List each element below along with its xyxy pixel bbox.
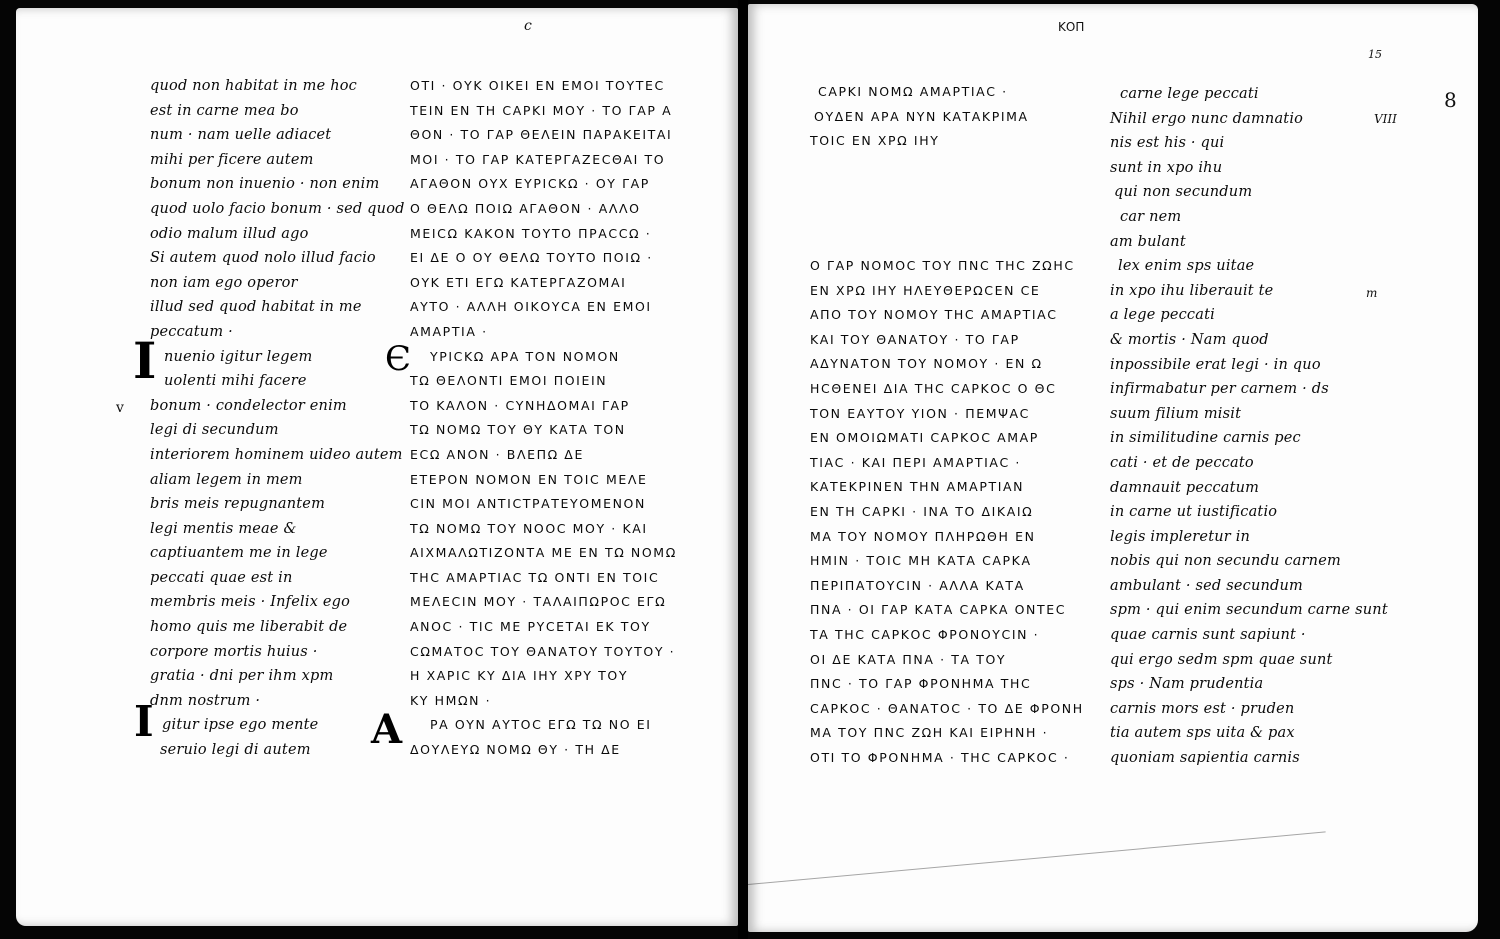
greek-text-line: ΜΕΙCΩ ΚΑΚΟΝ ΤΟΥΤΟ ΠΡΑCCΩ ·: [410, 225, 652, 241]
left-greek-column: [410, 74, 720, 763]
greek-text-line: ΑΔΥΝΑΤΟΝ ΤΟΥ ΝΟΜΟΥ · ΕΝ Ω: [810, 356, 1043, 372]
latin-text-line: suum filium misit: [1110, 405, 1242, 422]
greek-text-line: ΟΙ ΔΕ ΚΑΤΑ ΠΝΑ · ΤΑ ΤΟΥ: [810, 651, 1007, 667]
latin-text-line: nobis qui non secundu carnem: [1110, 553, 1341, 570]
greek-text-line: ΠΕΡΙΠΑΤΟΥCΙΝ · ΑΛΛΑ ΚΑΤΑ: [810, 577, 1025, 593]
latin-text-line: am bulant: [1110, 233, 1186, 250]
latin-text-line: nis est his · qui: [1110, 135, 1225, 152]
left-page: [16, 8, 738, 926]
greek-text-line: ΑΙΧΜΑΛΩΤΙΖΟΝΤΑ ΜΕ ΕΝ ΤΩ ΝΟΜΩ: [410, 545, 677, 561]
latin-text-line: inpossibile erat legi · in quo: [1110, 356, 1321, 373]
latin-text-line: sunt in xpo ihu: [1110, 159, 1223, 176]
greek-text-line: ΜΟΙ · ΤΟ ΓΑΡ ΚΑΤΕΡΓΑΖΕCΘΑΙ ΤΟ: [410, 151, 666, 167]
greek-text-line: ΤΙΑC · ΚΑΙ ΠΕΡΙ ΑΜΑΡΤΙΑC ·: [810, 454, 1021, 470]
latin-text-line: bonum non inuenio · non enim: [150, 176, 380, 193]
greek-text-line: ΤΟ ΚΑΛΟΝ · CΥΝΗΔΟΜΑΙ ΓΑΡ: [410, 397, 630, 413]
greek-text-line: ΜΕΛΕCΙΝ ΜΟΥ · ΤΑΛΑΙΠΩΡΟC ΕΓΩ: [410, 594, 667, 610]
latin-text-line: & mortis · Nam quod: [1110, 331, 1269, 348]
latin-text-line: infirmabatur per carnem · ds: [1110, 381, 1329, 398]
latin-text-line: carne lege peccati: [1120, 86, 1259, 102]
latin-text-line: uolenti mihi facere: [164, 373, 307, 390]
latin-text-line: gratia · dni per ihm xpm: [150, 668, 334, 685]
greek-text-line: ΑΜΑΡΤΙΑ ·: [410, 323, 488, 339]
greek-text-line: CΙΝ ΜΟΙ ΑΝΤΙCΤΡΑΤΕΥΟΜΕΝΟΝ: [410, 496, 646, 512]
greek-text-line: ΤΩ ΝΟΜΩ ΤΟΥ ΝΟΟC ΜΟΥ · ΚΑΙ: [410, 520, 648, 536]
latin-text-line: Nihil ergo nunc damnatio: [1110, 110, 1304, 127]
latin-text-line: dnm nostrum ·: [150, 692, 261, 709]
latin-text-line: quod non habitat in me hoc: [150, 78, 357, 94]
latin-text-line: interiorem hominem uideo autem: [150, 446, 403, 463]
initial-letter-i-1: I: [133, 331, 157, 390]
greek-text-line: ΑΠΟ ΤΟΥ ΝΟΜΟΥ ΤΗC ΑΜΑΡΤΙΑC: [810, 307, 1058, 323]
right-page-number: 15: [1368, 48, 1382, 61]
latin-text-line: est in carne mea bo: [150, 102, 299, 119]
greek-text-line: CΩΜΑΤΟC ΤΟΥ ΘΑΝΑΤΟΥ ΤΟΥΤΟΥ ·: [410, 643, 676, 659]
latin-text-line: num · nam uelle adiacet: [150, 127, 332, 144]
initial-letter-epsilon: Є: [385, 339, 412, 379]
latin-text-line: peccatum ·: [150, 323, 233, 340]
greek-text-line: ΤΩ ΝΟΜΩ ΤΟΥ ΘΥ ΚΑΤΑ ΤΟΝ: [410, 422, 626, 438]
greek-text-line: ΤΑ ΤΗC CΑΡΚΟC ΦΡΟΝΟΥCΙΝ ·: [810, 626, 1040, 642]
right-margin-mark: m: [1366, 286, 1378, 300]
greek-text-line: ΑΝΟC · ΤΙC ΜΕ ΡΥCΕΤΑΙ ΕΚ ΤΟΥ: [410, 619, 651, 635]
latin-text-line: car nem: [1120, 208, 1182, 225]
greek-text-line: ΕΝ ΧΡΩ ΙΗΥ ΗΛΕΥΘΕΡΩCΕΝ CΕ: [810, 282, 1041, 298]
greek-text-line: ΟΤΙ · ΟΥΚ ΟΙΚΕΙ ΕΝ ΕΜΟΙ ΤΟΥΤΕC: [410, 78, 665, 93]
latin-text-line: legis impleretur in: [1110, 528, 1251, 545]
initial-letter-alpha: A: [371, 706, 403, 753]
latin-text-line: legi mentis meae &: [150, 520, 297, 537]
greek-text-line: ΠΝΑ · ΟΙ ΓΑΡ ΚΑΤΑ CΑΡΚΑ ΟΝΤΕC: [810, 602, 1067, 618]
latin-text-line: aliam legem in mem: [150, 471, 303, 488]
latin-text-line: gitur ipse ego mente: [162, 717, 319, 734]
latin-text-line: in similitudine carnis pec: [1110, 430, 1301, 447]
latin-text-line: legi di secundum: [150, 422, 279, 439]
greek-text-line: CΑΡΚΙ ΝΟΜΩ ΑΜΑΡΤΙΑC ·: [818, 84, 1008, 99]
greek-text-line: ΠΝC · ΤΟ ΓΑΡ ΦΡΟΝΗΜΑ ΤΗC: [810, 676, 1032, 692]
latin-text-line: tia autem sps uita & pax: [1110, 725, 1295, 742]
greek-text-line: Ο ΘΕΛΩ ΠΟΙΩ ΑΓΑΘΟΝ · ΑΛΛΟ: [410, 200, 641, 216]
greek-text-line: Ο ΓΑΡ ΝΟΜΟC ΤΟΥ ΠΝC ΤΗC ΖΩΗC: [810, 258, 1075, 273]
greek-text-line: ΑΓΑΘΟΝ ΟΥΧ ΕΥΡΙCΚΩ · ΟΥ ΓΑΡ: [410, 176, 650, 192]
greek-text-line: ΚΑΤΕΚΡΙΝΕΝ ΤΗΝ ΑΜΑΡΤΙΑΝ: [810, 479, 1025, 495]
latin-text-line: in carne ut iustificatio: [1110, 504, 1278, 521]
greek-text-line: ΜΑ ΤΟΥ ΝΟΜΟΥ ΠΛΗΡΩΘΗ ΕΝ: [810, 528, 1036, 544]
greek-text-line: ΕΝ ΤΗ CΑΡΚΙ · ΙΝΑ ΤΟ ΔΙΚΑΙΩ: [810, 503, 1034, 519]
latin-text-line: non iam ego operor: [150, 274, 298, 291]
greek-text-line: ΤΟΙC ΕΝ ΧΡΩ ΙΗΥ: [810, 133, 940, 149]
greek-text-line: CΑΡΚΟC · ΘΑΝΑΤΟC · ΤΟ ΔΕ ΦΡΟΝΗ: [810, 700, 1084, 716]
greek-text-line: ΡΑ ΟΥΝ ΑΥΤΟC ΕΓΩ ΤΩ ΝΟ ΕΙ: [430, 717, 652, 733]
latin-text-line: quoniam sapientia carnis: [1110, 750, 1300, 767]
latin-text-line: in xpo ihu liberauit te: [1110, 282, 1274, 299]
initial-letter-i-2: I: [134, 697, 154, 746]
right-page-header-mark: ΚΟΠ: [1058, 20, 1085, 34]
greek-text-line: ΕΤΕΡΟΝ ΝΟΜΟΝ ΕΝ ΤΟΙC ΜΕΛΕ: [410, 471, 648, 487]
right-page: [748, 4, 1478, 932]
greek-text-line: ΟΥΚ ΕΤΙ ΕΓΩ ΚΑΤΕΡΓΑΖΟΜΑΙ: [410, 274, 627, 290]
latin-text-line: membris meis · Infelix ego: [150, 594, 351, 611]
right-margin-number: 8: [1444, 88, 1457, 112]
latin-text-line: peccati quae est in: [150, 569, 293, 586]
page-crease: [748, 831, 1326, 885]
greek-text-line: ΟΤΙ ΤΟ ΦΡΟΝΗΜΑ · ΤΗC CΑΡΚΟC ·: [810, 749, 1070, 765]
latin-text-line: carnis mors est · pruden: [1110, 700, 1295, 717]
latin-text-line: corpore mortis huius ·: [150, 643, 318, 660]
latin-text-line: sps · Nam prudentia: [1110, 676, 1264, 693]
greek-text-line: ΟΥΔΕΝ ΑΡΑ ΝΥΝ ΚΑΤΑΚΡΙΜΑ: [814, 108, 1029, 124]
latin-text-line: homo quis me liberabit de: [150, 619, 348, 636]
book-gutter: [738, 0, 748, 939]
greek-text-line: ΜΑ ΤΟΥ ΠΝC ΖΩΗ ΚΑΙ ΕΙΡΗΝΗ ·: [810, 725, 1049, 741]
greek-text-line: ΚΥ ΗΜΩΝ ·: [410, 692, 492, 708]
greek-text-line: ΕCΩ ΑΝΟΝ · ΒΛΕΠΩ ΔΕ: [410, 446, 584, 462]
latin-text-line: ambulant · sed secundum: [1110, 577, 1303, 594]
greek-text-line: ΔΟΥΛΕΥΩ ΝΟΜΩ ΘΥ · ΤΗ ΔΕ: [410, 742, 621, 758]
greek-text-line: ΤΗC ΑΜΑΡΤΙΑC ΤΩ ΟΝΤΙ ΕΝ ΤΟΙC: [410, 569, 660, 585]
latin-text-line: a lege peccati: [1110, 307, 1215, 324]
greek-text-line: ΕΙ ΔΕ Ο ΟΥ ΘΕΛΩ ΤΟΥΤΟ ΠΟΙΩ ·: [410, 250, 653, 266]
left-latin-column: [150, 74, 405, 763]
latin-text-line: bonum · condelector enim: [150, 397, 347, 414]
latin-text-line: damnauit peccatum: [1110, 479, 1260, 496]
greek-text-line: ΘΟΝ · ΤΟ ΓΑΡ ΘΕΛΕΙΝ ΠΑΡΑΚΕΙΤΑΙ: [410, 127, 673, 143]
latin-text-line: nuenio igitur legem: [164, 348, 313, 365]
latin-text-line: qui ergo sedm spm quae sunt: [1110, 651, 1333, 668]
latin-text-line: bris meis repugnantem: [150, 496, 326, 513]
latin-text-line: seruio legi di autem: [160, 742, 311, 759]
latin-text-line: mihi per ficere autem: [150, 151, 314, 168]
left-page-header-mark: c: [524, 18, 532, 34]
latin-text-line: captiuantem me in lege: [150, 545, 328, 562]
greek-text-line: ΗCΘΕΝΕΙ ΔΙΑ ΤΗC CΑΡΚΟC Ο ΘC: [810, 380, 1057, 396]
greek-text-line: ΕΝ ΟΜΟΙΩΜΑΤΙ CΑΡΚΟC ΑΜΑΡ: [810, 430, 1039, 446]
latin-text-line: odio malum illud ago: [150, 225, 309, 242]
greek-text-line: ΤΟΝ ΕΑΥΤΟΥ ΥΙΟΝ · ΠΕΜΨΑC: [810, 405, 1030, 421]
latin-text-line: spm · qui enim secundum carne sunt: [1110, 602, 1388, 619]
right-greek-column-top: [810, 80, 1110, 154]
greek-text-line: Η ΧΑΡΙC ΚΥ ΔΙΑ ΙΗΥ ΧΡΥ ΤΟΥ: [410, 668, 629, 684]
latin-text-line: illud sed quod habitat in me: [150, 299, 362, 316]
latin-text-line: quae carnis sunt sapiunt ·: [1110, 627, 1306, 644]
greek-text-line: ΚΑΙ ΤΟΥ ΘΑΝΑΤΟΥ · ΤΟ ΓΑΡ: [810, 331, 1020, 347]
right-greek-column-bottom: [810, 254, 1110, 770]
greek-text-line: ΤΩ ΘΕΛΟΝΤΙ ΕΜΟΙ ΠΟΙΕΙΝ: [410, 373, 608, 389]
latin-text-line: lex enim sps uitae: [1118, 258, 1255, 275]
latin-text-line: cati · et de peccato: [1110, 454, 1254, 471]
latin-text-line: Si autem quod nolo illud facio: [150, 250, 376, 267]
greek-text-line: ΗΜΙΝ · ΤΟΙC ΜΗ ΚΑΤΑ CΑΡΚΑ: [810, 553, 1032, 569]
latin-text-line: qui non secundum: [1114, 184, 1253, 201]
greek-text-line: ΤΕΙΝ ΕΝ ΤΗ CΑΡΚΙ ΜΟΥ · ΤΟ ΓΑΡ Α: [410, 102, 673, 118]
latin-text-line: quod uolo facio bonum · sed quod: [150, 200, 405, 217]
greek-text-line: ΥΡΙCΚΩ ΑΡΑ ΤΟΝ ΝΟΜΟΝ: [430, 348, 620, 364]
greek-text-line: ΑΥΤΟ · ΑΛΛΗ ΟΙΚΟΥCΑ ΕΝ ΕΜΟΙ: [410, 299, 652, 315]
left-margin-note: v: [116, 400, 124, 416]
right-margin-numeral: VIII: [1374, 112, 1397, 126]
